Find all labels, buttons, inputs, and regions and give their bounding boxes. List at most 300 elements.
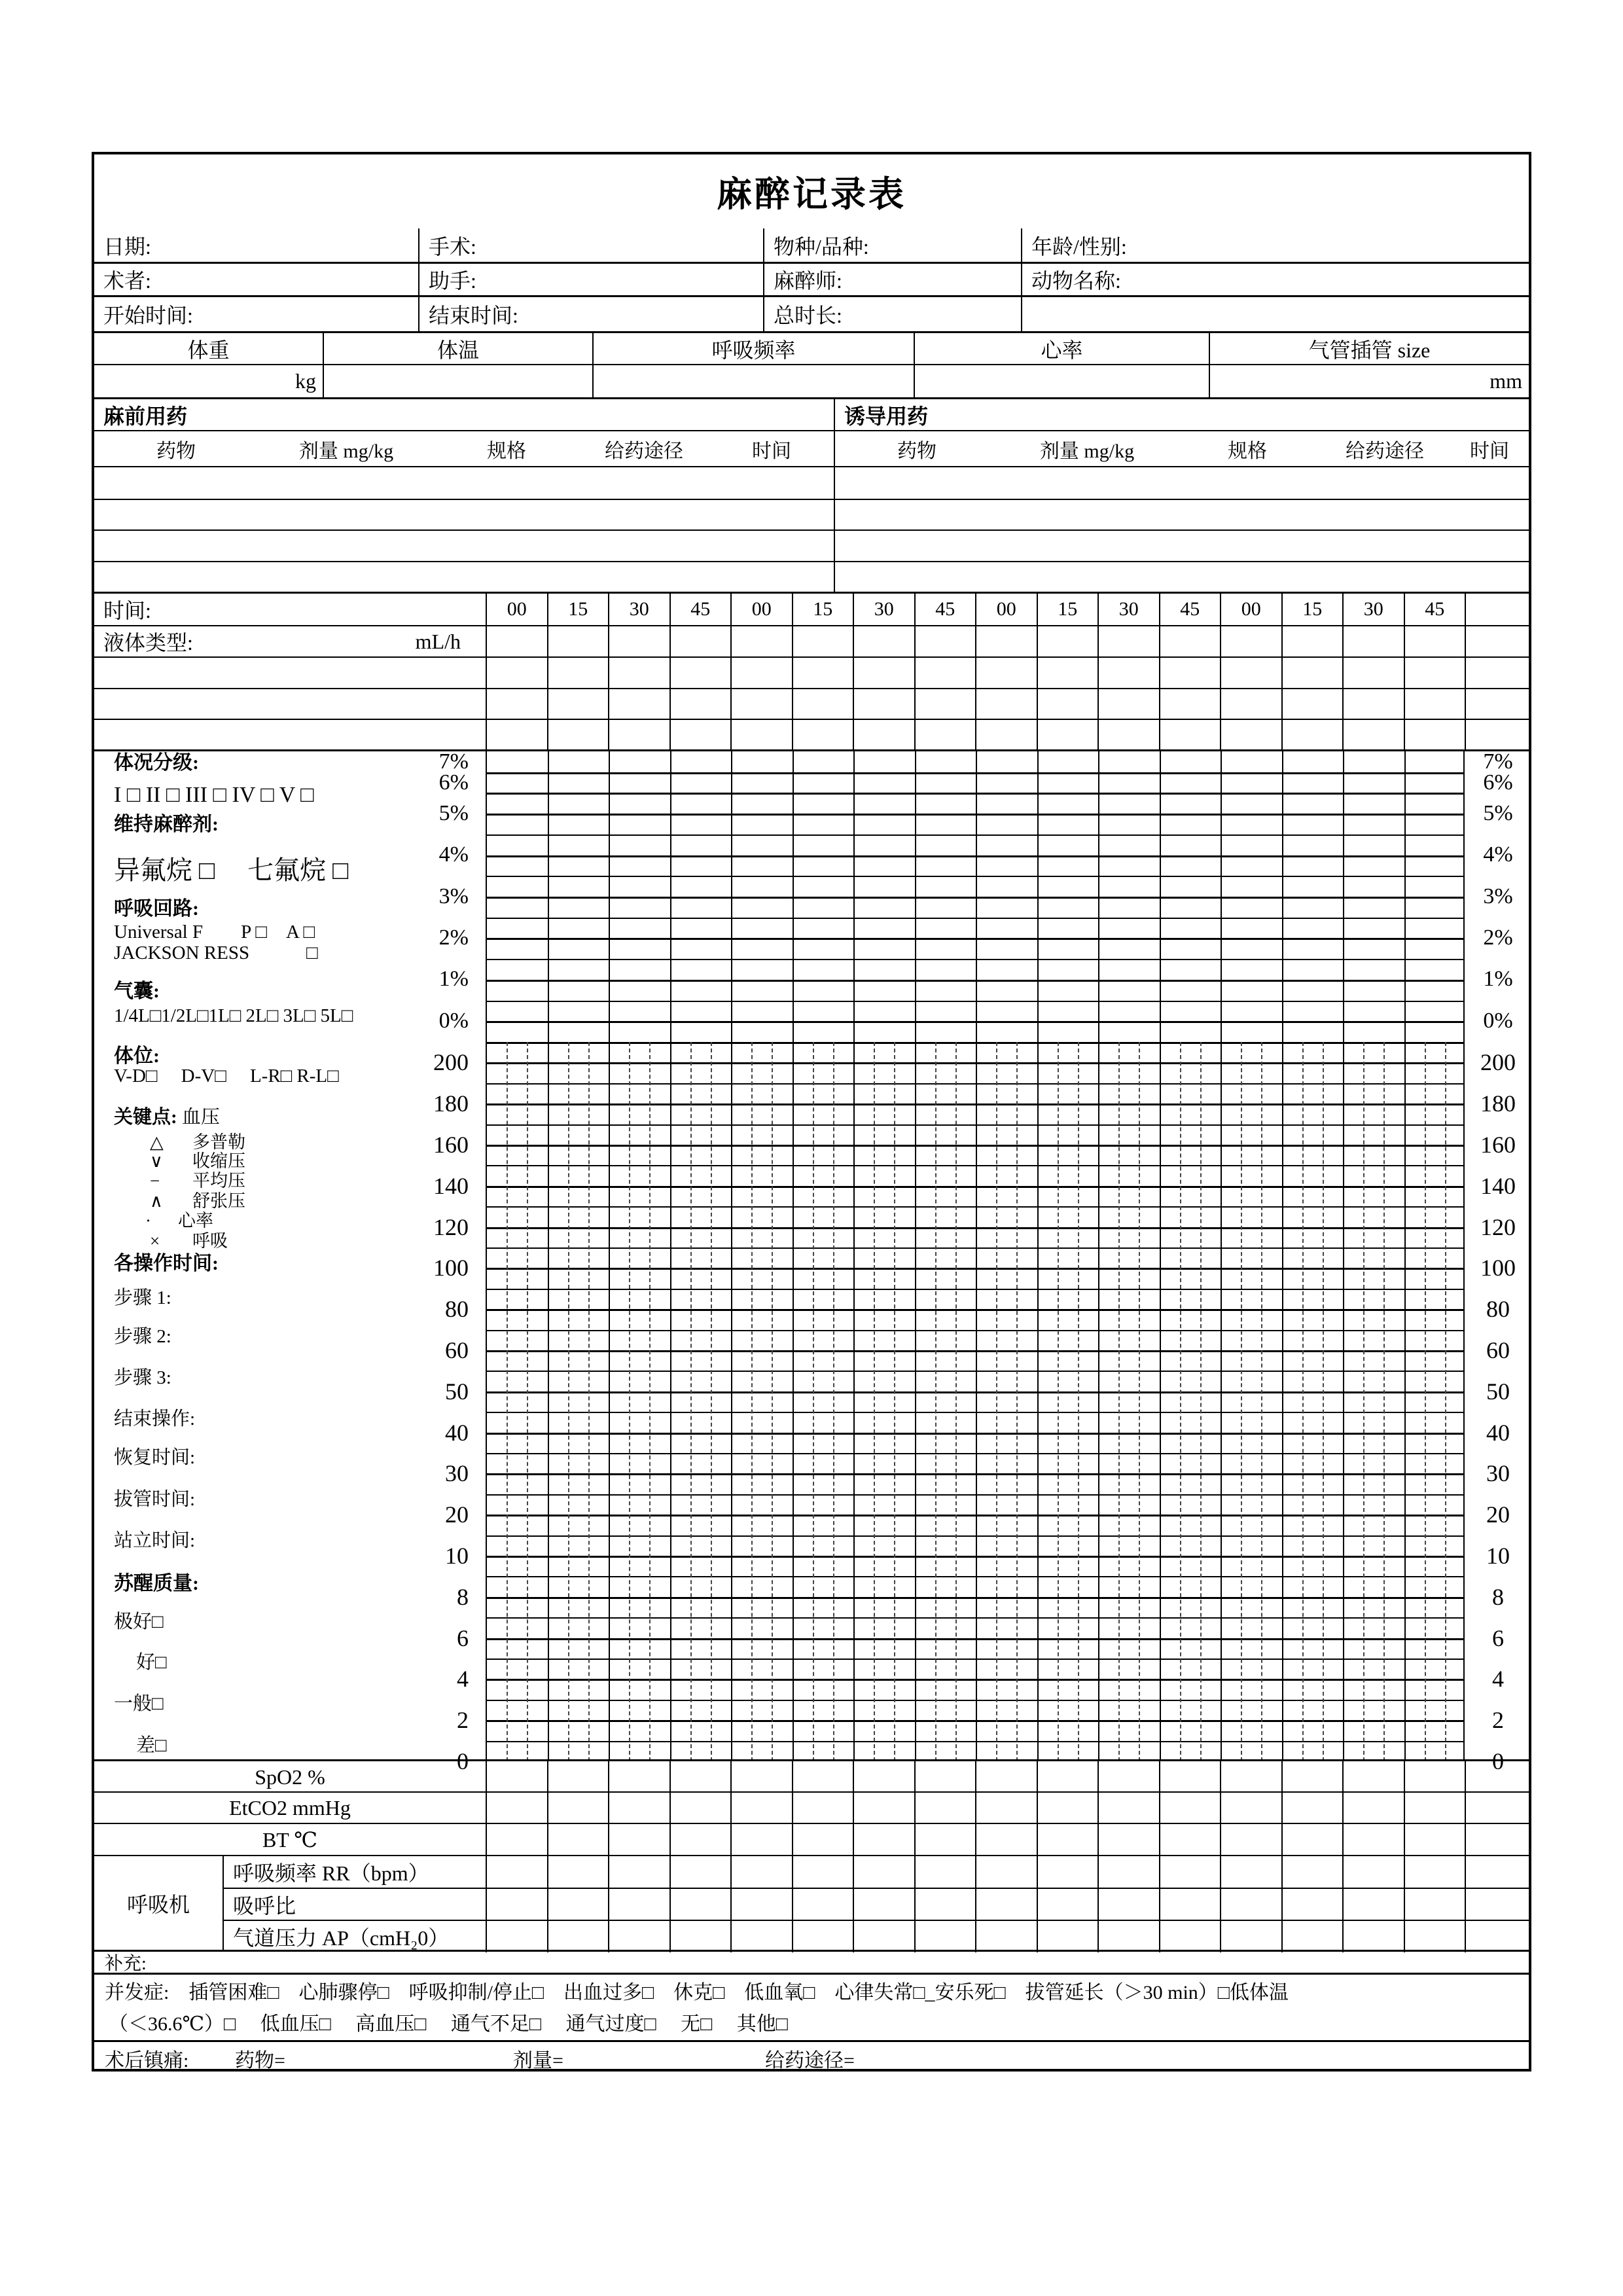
grid-cell[interactable] (853, 1761, 914, 1793)
grid-cell[interactable] (669, 1824, 731, 1856)
grid-cell[interactable] (1097, 626, 1159, 656)
grid-cell[interactable] (1465, 689, 1529, 719)
analgesia-row (94, 2040, 1529, 2074)
grid-cell[interactable] (730, 1856, 792, 1888)
assistant-field[interactable]: 助手: (418, 264, 763, 295)
grid-cell[interactable] (486, 689, 547, 719)
bag-options[interactable]: 1/4L□1/2L□1L□ 2L□ 3L□ 5L□ (114, 1005, 353, 1026)
time-slot-header: 30 (1097, 594, 1159, 625)
complications-line1[interactable] (105, 1977, 1529, 2009)
grid-cell[interactable] (608, 1921, 669, 1953)
chart-hline (487, 1103, 1463, 1105)
grid-cell[interactable] (792, 1824, 853, 1856)
drug-entry-cell[interactable] (94, 499, 834, 530)
recovery-poor-checkbox[interactable]: 差□ (136, 1735, 167, 1756)
end-time-field[interactable]: 结束时间: (418, 297, 763, 331)
grid-cell[interactable] (914, 1921, 976, 1953)
chart-dashed-line (711, 1042, 712, 1761)
header-row-3 (94, 295, 1529, 331)
grid-cell[interactable] (608, 1889, 669, 1921)
grid-cell[interactable] (1097, 1921, 1159, 1953)
grid-cell[interactable] (792, 1921, 853, 1953)
vital-scale-label: 80 (1486, 1296, 1510, 1323)
grid-cell[interactable] (730, 689, 792, 719)
grid-cell[interactable] (1037, 1824, 1098, 1856)
end-operation-field[interactable]: 结束操作: (114, 1408, 196, 1429)
ventilator-ap-row (224, 1920, 1529, 1953)
grid-cell[interactable] (547, 1824, 609, 1856)
grid-cell[interactable] (547, 1889, 609, 1921)
grid-cell[interactable] (1159, 1761, 1221, 1793)
surgeon-field[interactable]: 术者: (103, 269, 151, 293)
ventilator-rr-label: 呼吸频率 RR（bpm） (233, 1861, 429, 1885)
grid-cell[interactable] (547, 1793, 609, 1825)
grid-cell[interactable] (1097, 689, 1159, 719)
grid-cell[interactable] (1037, 658, 1098, 688)
time-col: 时间 (752, 440, 791, 462)
grid-cell[interactable] (914, 689, 976, 719)
grid-cell[interactable] (608, 720, 669, 749)
grid-cell[interactable] (914, 1793, 976, 1825)
grid-cell[interactable] (486, 720, 547, 749)
percent-scale-label: 2% (1483, 925, 1513, 950)
vital-scale-label: 30 (1486, 1460, 1510, 1487)
grid-cell[interactable] (853, 1921, 914, 1953)
grid-cell[interactable] (1037, 1889, 1098, 1921)
vital-scale-label: 2 (1492, 1707, 1504, 1734)
grid-cell[interactable] (1404, 720, 1465, 749)
complications-options-1[interactable]: 插管困难□ 心肺骤停□ 呼吸抑制/停止□ 出血过多□ 休克□ 低血氧□ 心律失常□_安乐死□ 拔管延长（＞30 min）□低体温 (188, 1982, 1289, 2003)
grid-cell[interactable] (975, 1824, 1037, 1856)
legend-label: 收缩压 (192, 1151, 245, 1171)
grid-cell[interactable] (792, 689, 853, 719)
chart-hline (487, 1289, 1463, 1290)
circuit-option-universal[interactable]: Universal F P □ A □ (114, 922, 315, 942)
analgesia-drug-field[interactable]: 药物= (235, 2049, 285, 2072)
drug-entry-cell[interactable] (94, 561, 834, 592)
vital-scale-label: 8 (457, 1583, 469, 1610)
grid-cell[interactable] (669, 1856, 731, 1888)
grid-cell[interactable] (669, 720, 731, 749)
grid-cell[interactable] (975, 1793, 1037, 1825)
respiratory-rate-header: 呼吸频率 (592, 333, 914, 364)
grid-cell[interactable] (1342, 1824, 1404, 1856)
grid-cell[interactable] (914, 1761, 976, 1793)
header-row-2 (94, 262, 1529, 295)
chart-hline (487, 1433, 1463, 1435)
grid-cell[interactable] (1159, 720, 1221, 749)
grid-cell[interactable] (1465, 720, 1529, 749)
grid-cell[interactable] (1404, 1793, 1465, 1825)
grid-cell[interactable] (1342, 1921, 1404, 1953)
chart-dashed-line (751, 1042, 753, 1761)
grid-cell[interactable] (1342, 1793, 1404, 1825)
grid-cell[interactable] (1097, 1824, 1159, 1856)
time-slot-empty[interactable] (1465, 594, 1529, 625)
chart-vline (548, 751, 549, 1761)
grid-cell[interactable] (1220, 720, 1281, 749)
dose-col: 剂量 mg/kg (298, 440, 394, 462)
grid-cell[interactable] (975, 658, 1037, 688)
vital-scale-label: 40 (1486, 1419, 1510, 1446)
vital-scale-label: 180 (433, 1090, 469, 1117)
chart-dashed-line (690, 1042, 692, 1761)
time-slot-header: 00 (730, 594, 792, 625)
grid-cell[interactable] (1281, 658, 1343, 688)
percent-scale-label: 6% (438, 770, 469, 795)
grid-cell[interactable] (1281, 1793, 1343, 1825)
grid-cell[interactable] (608, 689, 669, 719)
grid-cell[interactable] (853, 1889, 914, 1921)
fluid-entry-row (94, 719, 1529, 749)
grid-cell[interactable] (1037, 1856, 1098, 1888)
grid-cell[interactable] (975, 1889, 1037, 1921)
extubation-time-field[interactable]: 拔管时间: (114, 1489, 196, 1510)
grid-cell[interactable] (792, 626, 853, 656)
condition-grade-options[interactable]: I □ II □ III □ IV □ V □ (114, 783, 314, 807)
drug-entry-cell[interactable] (834, 529, 1529, 561)
grid-cell[interactable] (1159, 1856, 1221, 1888)
grid-cell[interactable] (486, 1856, 547, 1888)
chart-hline (487, 918, 1463, 919)
grid-cell[interactable] (1220, 1921, 1281, 1953)
grid-cell[interactable] (1097, 1761, 1159, 1793)
grid-cell[interactable] (730, 1889, 792, 1921)
grid-cell[interactable] (975, 1761, 1037, 1793)
grid-cell[interactable] (1404, 1856, 1465, 1888)
grid-cell[interactable] (1465, 1921, 1529, 1953)
grid-cell[interactable] (1097, 658, 1159, 688)
grid-cell[interactable] (792, 1793, 853, 1825)
grid-cell[interactable] (547, 720, 609, 749)
step3-field[interactable]: 步骤 3: (114, 1367, 171, 1388)
wedge-icon: ∧ (150, 1191, 163, 1211)
chart-vline (1404, 751, 1406, 1761)
legend-label: 呼吸 (192, 1231, 228, 1251)
grid-cell[interactable] (669, 1761, 731, 1793)
vital-scale-label: 10 (445, 1543, 469, 1569)
grid-cell[interactable] (1465, 658, 1529, 688)
chart-grid[interactable] (486, 751, 1465, 1761)
step2-field[interactable]: 步骤 2: (114, 1326, 171, 1347)
chart-hline (487, 1700, 1463, 1701)
chart-dashed-line (1383, 1042, 1385, 1761)
grid-cell[interactable] (730, 1921, 792, 1953)
analgesia-route-field[interactable]: 给药途径= (765, 2049, 855, 2072)
drug-entry-cell[interactable] (834, 499, 1529, 530)
chart-dashed-line (996, 1042, 997, 1761)
grid-cell[interactable] (547, 1921, 609, 1953)
recovery-excellent-checkbox[interactable]: 极好□ (114, 1611, 164, 1632)
grid-cell[interactable] (1159, 1921, 1221, 1953)
maintenance-label: 维持麻醉剂: (114, 814, 219, 835)
maintenance-options[interactable]: 异氟烷 □ 七氟烷 □ (114, 855, 349, 885)
grid-cell[interactable] (1342, 1761, 1404, 1793)
chart-hline (487, 1473, 1463, 1475)
grid-cell[interactable] (975, 626, 1037, 656)
chart-dashed-line (568, 1042, 569, 1761)
grid-cell[interactable] (975, 720, 1037, 749)
grid-cell[interactable] (608, 1824, 669, 1856)
grid-cell[interactable] (547, 626, 609, 656)
weight-input[interactable]: kg (295, 369, 316, 393)
grid-cell[interactable] (914, 1856, 976, 1888)
standing-time-field[interactable]: 站立时间: (114, 1530, 196, 1551)
grid-cell[interactable] (669, 1921, 731, 1953)
grid-cell[interactable] (547, 658, 609, 688)
drug-entry-cell[interactable] (834, 561, 1529, 592)
chart-hline (487, 855, 1463, 857)
spec-col: 规格 (487, 440, 526, 462)
chart-dashed-line (1302, 1042, 1304, 1761)
grid-cell[interactable] (1404, 1824, 1465, 1856)
induction-label: 诱导用药 (834, 399, 1529, 430)
grid-cell[interactable] (1281, 720, 1343, 749)
grid-cell[interactable] (730, 1793, 792, 1825)
grid-cell[interactable] (608, 658, 669, 688)
legend-label: 平均压 (192, 1171, 245, 1191)
grid-cell[interactable] (1342, 658, 1404, 688)
drug-entry-cell[interactable] (94, 467, 834, 499)
time-label: 时间: (103, 599, 151, 622)
vee-icon: ∨ (150, 1151, 163, 1171)
grid-cell[interactable] (608, 1793, 669, 1825)
grid-cell[interactable] (1097, 1889, 1159, 1921)
grid-cell[interactable] (792, 1889, 853, 1921)
grid-cell[interactable] (1404, 626, 1465, 656)
drug-entry-cell[interactable] (834, 467, 1529, 499)
grid-cell[interactable] (1220, 658, 1281, 688)
grid-cell[interactable] (608, 626, 669, 656)
grid-cell[interactable] (1465, 1761, 1529, 1793)
ventilator-ap-label: 气道压力 AP（cmH₂0） (233, 1926, 450, 1950)
analgesia-dose-field[interactable]: 剂量= (513, 2049, 563, 2072)
grid-cell[interactable] (1220, 1793, 1281, 1825)
total-duration-field[interactable]: 总时长: (763, 297, 1021, 331)
chart-hline (487, 938, 1463, 940)
chart-vline (1037, 751, 1039, 1761)
monitoring-chart (94, 749, 1529, 1774)
grid-cell[interactable] (669, 626, 731, 656)
grid-cell[interactable] (853, 626, 914, 656)
grid-cell[interactable] (853, 1793, 914, 1825)
vital-scale-label: 50 (445, 1378, 469, 1405)
grid-cell[interactable] (914, 658, 976, 688)
grid-cell[interactable] (1037, 720, 1098, 749)
chart-hline (487, 1186, 1463, 1188)
grid-cell[interactable] (1220, 1824, 1281, 1856)
animal-name-field[interactable]: 动物名称: (1021, 264, 1529, 295)
temperature-input[interactable] (323, 365, 592, 397)
vital-scale-label: 120 (1480, 1213, 1516, 1240)
premed-label: 麻前用药 (103, 404, 188, 428)
grid-cell[interactable] (547, 1761, 609, 1793)
fluid-entry-label-cell[interactable] (94, 689, 486, 719)
grid-cell[interactable] (486, 1889, 547, 1921)
recovery-time-field[interactable]: 恢复时间: (114, 1447, 196, 1468)
grid-cell[interactable] (608, 1761, 669, 1793)
grid-cell[interactable] (486, 1921, 547, 1953)
grid-cell[interactable] (1220, 1856, 1281, 1888)
grid-cell[interactable] (669, 658, 731, 688)
grid-cell[interactable] (1097, 720, 1159, 749)
recovery-quality-label: 苏醒质量: (114, 1573, 199, 1594)
grid-cell[interactable] (1404, 1889, 1465, 1921)
grid-cell[interactable] (1159, 1824, 1221, 1856)
grid-cell[interactable] (1281, 1761, 1343, 1793)
grid-cell[interactable] (792, 1761, 853, 1793)
chart-hline (487, 1124, 1463, 1126)
bag-label: 气囊: (114, 980, 160, 1002)
grid-cell[interactable] (730, 1761, 792, 1793)
grid-cell[interactable] (1220, 689, 1281, 719)
grid-cell[interactable] (1281, 689, 1343, 719)
time-slot-header: 45 (669, 594, 731, 625)
grid-cell[interactable] (486, 1824, 547, 1856)
grid-cell[interactable] (1159, 1793, 1221, 1825)
grid-cell[interactable] (853, 1824, 914, 1856)
grid-cell[interactable] (608, 1856, 669, 1888)
grid-cell[interactable] (914, 1824, 976, 1856)
grid-cell[interactable] (1037, 626, 1098, 656)
chart-dashed-line (1363, 1042, 1364, 1761)
grid-cell[interactable] (792, 720, 853, 749)
grid-cell[interactable] (853, 720, 914, 749)
circuit-option-jackson[interactable]: JACKSON RESS □ (114, 942, 318, 963)
grid-cell[interactable] (1465, 1856, 1529, 1888)
grid-cell[interactable] (1097, 1856, 1159, 1888)
grid-cell[interactable] (853, 689, 914, 719)
grid-cell[interactable] (1159, 1889, 1221, 1921)
grid-cell[interactable] (1037, 1921, 1098, 1953)
grid-cell[interactable] (914, 720, 976, 749)
grid-cell[interactable] (853, 1856, 914, 1888)
fluid-entry-label-cell[interactable] (94, 658, 486, 688)
grid-cell[interactable] (1281, 1921, 1343, 1953)
surgery-field[interactable]: 手术: (418, 228, 763, 262)
age-sex-field[interactable]: 年龄/性别: (1021, 228, 1529, 262)
complications-line2[interactable] (105, 2009, 1529, 2040)
grid-cell[interactable] (1281, 626, 1343, 656)
route-col: 给药途径 (605, 440, 683, 462)
chart-hline (487, 1330, 1463, 1331)
vital-scale-label: 0 (1492, 1748, 1504, 1774)
grid-cell[interactable] (1220, 1889, 1281, 1921)
grid-cell[interactable] (486, 658, 547, 688)
anesthetist-field[interactable]: 麻醉师: (763, 264, 1021, 295)
chart-dashed-line (813, 1042, 814, 1761)
grid-cell[interactable] (1037, 689, 1098, 719)
grid-cell[interactable] (1404, 1921, 1465, 1953)
grid-cell[interactable] (547, 689, 609, 719)
grid-cell[interactable] (486, 626, 547, 656)
grid-cell[interactable] (1465, 1889, 1529, 1921)
date-field[interactable]: 日期: (103, 234, 151, 259)
grid-cell[interactable] (914, 1889, 976, 1921)
grid-cell[interactable] (792, 1856, 853, 1888)
grid-cell[interactable] (1465, 626, 1529, 656)
grid-cell[interactable] (1281, 1824, 1343, 1856)
grid-cell[interactable] (1037, 1793, 1098, 1825)
grid-cell[interactable] (1281, 1856, 1343, 1888)
grid-cell[interactable] (669, 1793, 731, 1825)
grid-cell[interactable] (1404, 658, 1465, 688)
grid-cell[interactable] (730, 658, 792, 688)
grid-cell[interactable] (1159, 658, 1221, 688)
grid-cell[interactable] (975, 1921, 1037, 1953)
percent-scale-label: 4% (1483, 842, 1513, 867)
chart-dashed-line (1058, 1042, 1059, 1761)
grid-cell[interactable] (792, 658, 853, 688)
recovery-fair-checkbox[interactable]: 一般□ (114, 1693, 164, 1714)
grid-cell[interactable] (1342, 720, 1404, 749)
grid-cell[interactable] (1465, 1793, 1529, 1825)
grid-cell[interactable] (1342, 1889, 1404, 1921)
grid-cell[interactable] (1342, 1856, 1404, 1888)
legend-label: 心率 (178, 1211, 213, 1230)
grid-cell[interactable] (1159, 689, 1221, 719)
grid-cell[interactable] (1342, 689, 1404, 719)
grid-cell[interactable] (1281, 1889, 1343, 1921)
vital-scale-label: 8 (1492, 1583, 1504, 1610)
et-tube-size-input[interactable]: mm (1209, 365, 1529, 397)
complications-options-2[interactable]: （＜36.6℃）□ 低血压□ 高血压□ 通气不足□ 通气过度□ 无□ 其他□ (109, 2013, 788, 2035)
start-time-field[interactable]: 开始时间: (103, 304, 193, 327)
fluid-entry-label-cell[interactable] (94, 720, 486, 749)
step1-field[interactable]: 步骤 1: (114, 1287, 171, 1308)
chart-hline (487, 897, 1463, 899)
grid-cell[interactable] (1159, 626, 1221, 656)
grid-cell[interactable] (914, 626, 976, 656)
grid-cell[interactable] (486, 1793, 547, 1825)
grid-cell[interactable] (730, 720, 792, 749)
header-empty-cell[interactable] (1021, 297, 1529, 331)
recovery-good-checkbox[interactable]: 好□ (136, 1652, 167, 1673)
drug-entry-cell[interactable] (94, 529, 834, 561)
grid-cell[interactable] (730, 1824, 792, 1856)
grid-cell[interactable] (1465, 1824, 1529, 1856)
grid-cell[interactable] (547, 1856, 609, 1888)
chart-hline (487, 1453, 1463, 1454)
chart-vline (915, 751, 916, 1761)
grid-cell[interactable] (975, 689, 1037, 719)
respiratory-rate-input[interactable] (592, 365, 914, 397)
grid-cell[interactable] (1037, 1761, 1098, 1793)
position-options[interactable]: V-D□ D-V□ L-R□ R-L□ (114, 1066, 339, 1086)
operation-times-label: 各操作时间: (114, 1253, 219, 1274)
species-field[interactable]: 物种/品种: (763, 228, 1021, 262)
chart-hline (487, 1638, 1463, 1640)
grid-cell[interactable] (1404, 1761, 1465, 1793)
grid-cell[interactable] (1097, 1793, 1159, 1825)
vital-scale-label: 100 (433, 1255, 469, 1282)
grid-cell[interactable] (730, 626, 792, 656)
grid-cell[interactable] (1404, 689, 1465, 719)
heart-rate-input[interactable] (914, 365, 1209, 397)
grid-cell[interactable] (975, 1856, 1037, 1888)
grid-cell[interactable] (1220, 1761, 1281, 1793)
vitals-value-row (94, 364, 1529, 397)
bt-row (94, 1823, 1529, 1856)
grid-cell[interactable] (1342, 626, 1404, 656)
grid-cell[interactable] (853, 658, 914, 688)
grid-cell[interactable] (669, 1889, 731, 1921)
chart-hline (487, 1350, 1463, 1352)
grid-cell[interactable] (669, 689, 731, 719)
supplement-row[interactable] (94, 1950, 1529, 1973)
grid-cell[interactable] (1220, 626, 1281, 656)
grid-cell[interactable] (486, 1761, 547, 1793)
